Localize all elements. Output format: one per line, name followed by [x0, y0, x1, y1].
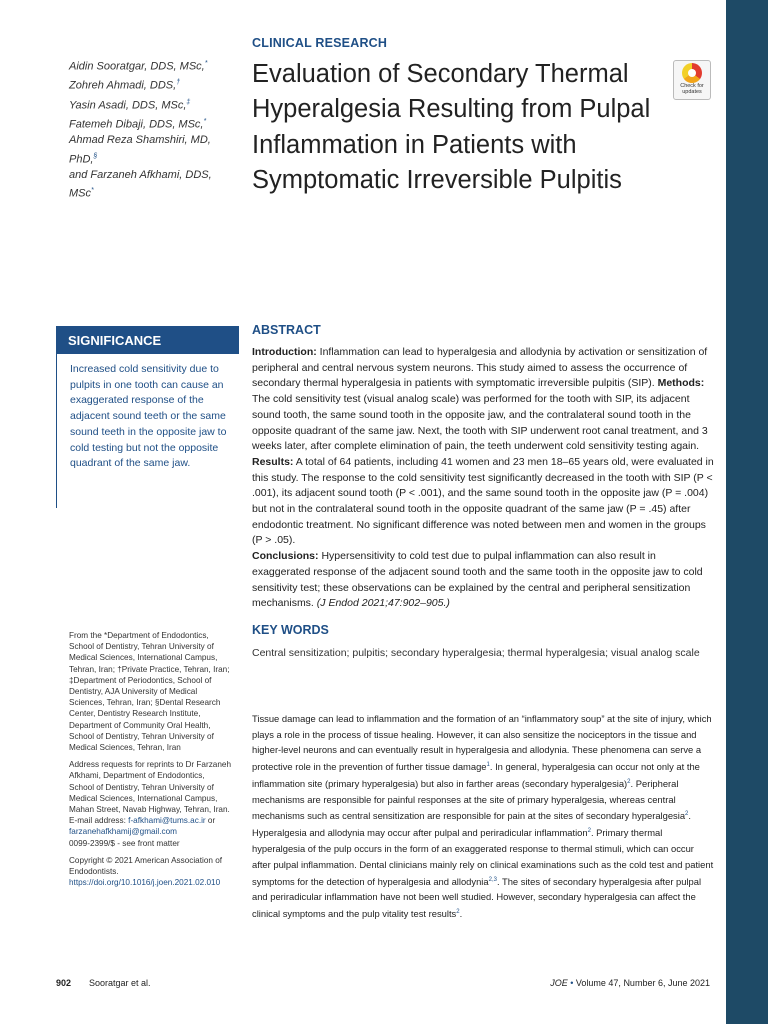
abstract-citation: (J Endod 2021;47:902–905.)	[316, 597, 450, 610]
section-label: CLINICAL RESEARCH	[252, 36, 388, 50]
reprint-address: Address requests for reprints to Dr Farzaneh Afkhami, Department of Endodontics, School of Dentistry, Tehran University of Medical Sciences, International Campus, Mahan Street, Navab Highway, Tehran, Iran. E-mail address: f-afkhami@tums.ac.ir or farzanehafkhamij@gmail.com 0099-2399/$ - see front matter	[69, 760, 231, 848]
significance-text: Increased cold sensitivity due to pulpits in one tooth can cause an exaggerated response of the adjacent sound teeth or the same sound teeth in the opposite jaw to cold testing but not the opposite quadrant of the same jaw.	[70, 363, 227, 470]
check-for-updates-badge[interactable]	[673, 60, 711, 100]
badge-label-line1: Check for	[680, 83, 704, 89]
page-edge-bar	[726, 0, 768, 1024]
abstract-methods-label: Methods:	[657, 377, 705, 390]
page-number: 902	[56, 978, 72, 988]
abstract-conclusions-label: Conclusions:	[252, 550, 319, 563]
doi-link[interactable]: https://doi.org/10.1016/j.joen.2021.02.010	[69, 878, 221, 888]
body-paragraph: Tissue damage can lead to inflammation and the formation of an “inflammatory soup” at the site of injury, which plays a role in the process of tissue healing. However, it can also sensitize the nociceptors in the tissue and higher-level neurons and can eventually result in hyperalgesia and allodynia. These phenomena can serve a protective role in the prevention of further tissue damage$^1$. In general, hyperalgesia can occur not only at the inflammation site (primary hyperalgesia) but also in farther areas (secondary hyperalgesia)$^2$. Peripheral mechanisms are responsible for painful responses at the site of primary hyperalgesia, whereas central mechanisms such as central sensitization are responsible for pain at the sites of secondary hyperalgesia$^2$. Hyperalgesia and allodynia may occur after pulpal and periradicular inflammation$^2$. Primary thermal hyperalgesia of the pulp occurs in the form of an exaggerated response to thermal stimuli, which can occur after pulpal inflammation. Dental clinicians mainly rely on clinical examinations such as the cold test and patient symptoms for the detection of hyperalgesia and allodynia$^{2,3}$. The sites of secondary hyperalgesia after pulpal and periradicular inflammation have not been well studied. However, secondary hyperalgesia can affect the clinical symptoms and the pulp vitality test results$^2$.	[252, 713, 714, 920]
ref-link[interactable]: 2	[627, 778, 631, 785]
author-2: Zohreh Ahmadi, DDS,†	[69, 79, 181, 92]
abstract-conclusions: Hypersensitivity to cold test due to pulpal inflammation can also result in exaggerated response of the adjacent sound tooth and the same tooth in the opposite jaw to cold sensitivity test; these observations can be explained by the central and peripheral sensitization mechanisms.	[252, 550, 703, 610]
badge-label-line2: updates	[682, 89, 702, 95]
running-author: Sooratgar et al.	[89, 978, 151, 988]
journal-info	[550, 978, 710, 988]
author-3: Yasin Asadi, DDS, MSc,‡	[69, 98, 191, 112]
keywords-heading: KEY WORDS	[252, 623, 329, 637]
author-4: Fatemeh Dibaji, DDS, MSc,*	[69, 117, 207, 131]
bullet-separator: •	[570, 978, 574, 988]
abstract-results-label: Results:	[252, 455, 294, 468]
abstract-body	[252, 345, 714, 612]
journal-name: JOE	[550, 978, 568, 988]
copyright-text: Copyright © 2021 American Association of Endodontists.	[69, 855, 223, 877]
ref-link[interactable]: 2	[456, 909, 460, 916]
author-1: Aidin Sooratgar, DDS, MSc,*	[69, 60, 208, 73]
email-link-2[interactable]: farzanehafkhamij@gmail.com	[69, 827, 177, 837]
author-6: and Farzaneh Afkhami, DDS, MSc*	[69, 168, 212, 201]
abstract-results: A total of 64 patients, including 41 women and 23 men 18–65 years old, were evaluated in this study. The response to the cold sensitivity test significantly decreased in the tooth with SIP (P < .001), its adjacent sound tooth (P < .001), and the same sound tooth in the opposite jaw (P = .004) but not in the contralateral sound tooth in the opposite quadrant of the same jaw (P = .45) after endodontic treatment. No significant difference was noted between men and women in the groups (P > .05).	[252, 455, 714, 547]
abstract-intro-label: Introduction:	[252, 346, 317, 358]
abstract-heading: ABSTRACT	[252, 323, 321, 337]
affiliations-text: From the *Department of Endodontics, School of Dentistry, Tehran University of Medical Sciences, International Campus, Tehran, Iran; †Private Practice, Tehran, Iran; ‡Department of Periodontics, School of Dentistry, AJA University of Medical Sciences, Tehran, Iran; §Dental Research Center, Dentistry Research Institute, Department of Community Oral Health, School of Dentistry, Tehran University of Medical Sciences, Tehran, Iran	[69, 631, 230, 753]
issn-text: 0099-2399/$ - see front matter	[69, 838, 180, 848]
affiliations-block	[69, 630, 231, 894]
email-link-1[interactable]: f-afkhami@tums.ac.ir	[128, 816, 206, 826]
abstract-methods: The cold sensitivity test (visual analog scale) was performed for the tooth with SIP, its adjacent sound tooth, the same sound tooth in the opposite jaw, and the contralateral sound tooth in the opposite quadrant of the same jaw. Next, the tooth with SIP underwent root canal treatment, and 3 weeks later, after complete elimination of pain, the teeth underwent cold sensitivity testing again.	[252, 393, 708, 453]
article-title: Evaluation of Secondary Thermal Hyperalgesia Resulting from Pulpal Inflammation in Patients with Symptomatic Irreversible Pulpitis	[252, 60, 651, 195]
author-5: Ahmad Reza Shamshiri, MD, PhD,§	[69, 134, 211, 166]
author-list	[69, 56, 239, 203]
keywords-text: Central sensitization; pulpitis; secondary hyperalgesia; thermal hyperalgesia; visual analog scale	[252, 647, 700, 659]
ref-link[interactable]: 2	[685, 811, 689, 818]
ref-link[interactable]: 1	[486, 762, 490, 769]
ref-link[interactable]: 2,3	[488, 876, 497, 883]
significance-heading: SIGNIFICANCE	[56, 326, 239, 354]
crossmark-icon	[682, 63, 702, 83]
copyright-block	[69, 855, 231, 889]
abstract-intro: Inflammation can lead to hyperalgesia and allodynia by activation or sensitization of peripheral and central nervous system neurons. This study aimed to assess the occurrence of secondary thermal hyperalgesia in patients with symptomatic irreversible pulpitis (SIP).	[252, 346, 708, 390]
issue-info: Volume 47, Number 6, June 2021	[575, 978, 710, 988]
ref-link[interactable]: 2	[587, 828, 591, 835]
